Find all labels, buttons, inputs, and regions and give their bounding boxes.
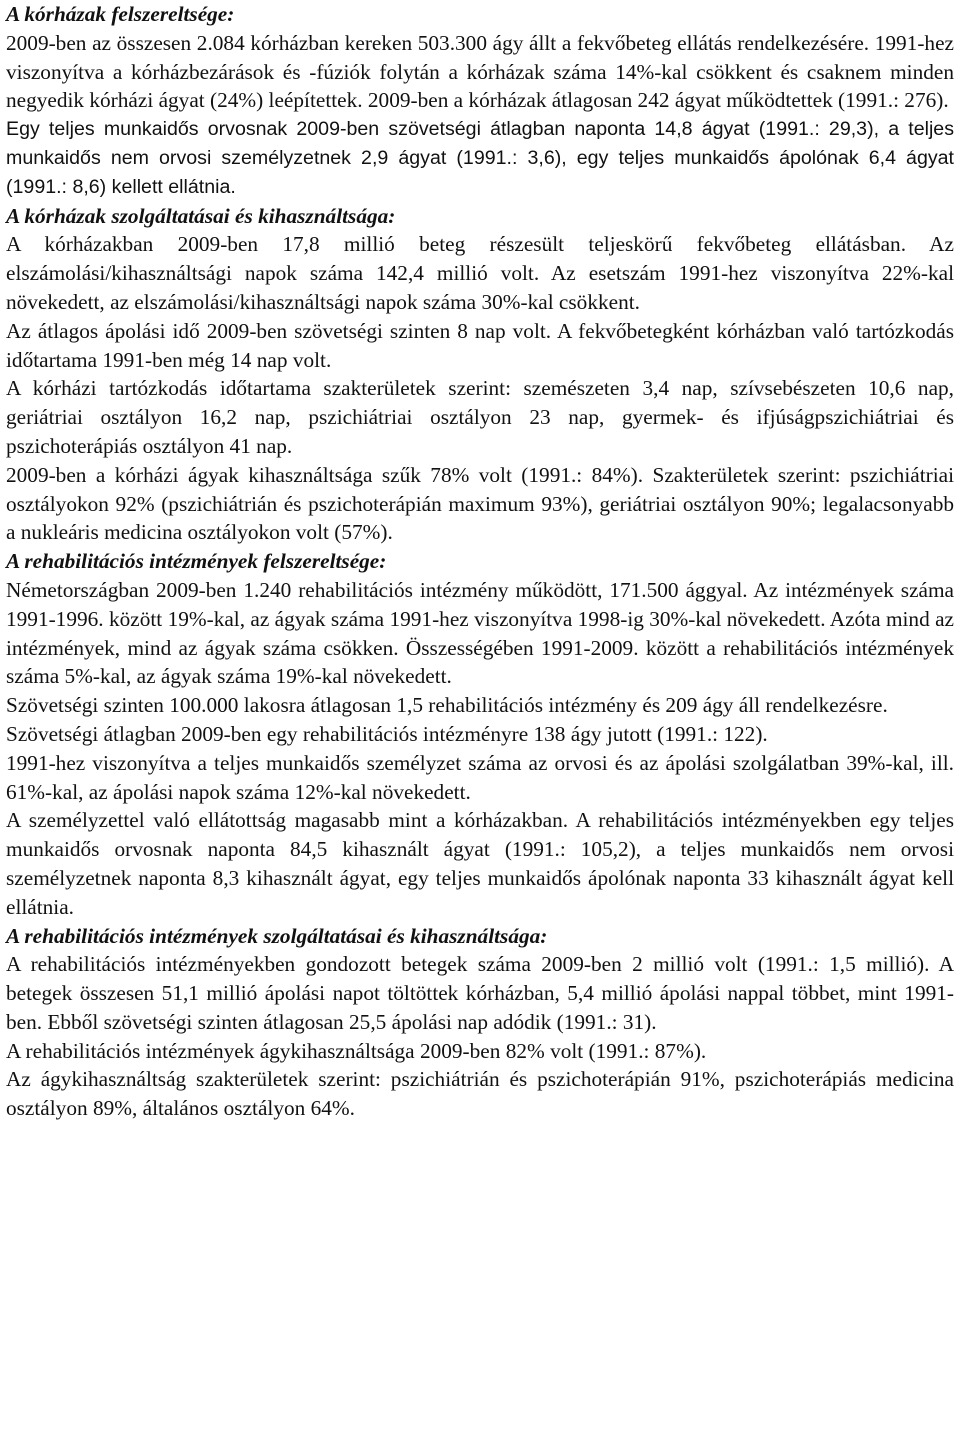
paragraph: Egy teljes munkaidős orvosnak 2009-ben szövetségi átlagban naponta 14,8 ágyat (1991.: 29,3), a teljes munkaidős nem orvosi személyzetnek 2,9 ágyat (1991.: 3,6), egy teljes munkaidős ápolónak 6,4 ágyat (1991.: 8,6) kellett ellátnia. bbox=[6, 118, 954, 198]
paragraph: Az ágykihasználtság szakterületek szerint: pszichiátrián és pszichoterápián 91%, pszichoterápiás medicina osztályon 89%, általános osztályon 64%. bbox=[6, 1067, 954, 1121]
section-heading-rehab-equipment: A rehabilitációs intézmények felszereltsége: bbox=[6, 549, 387, 574]
paragraph: Szövetségi átlagban 2009-ben egy rehabilitációs intézményre 138 ágy jutott (1991.: 122). bbox=[6, 721, 768, 746]
paragraph: Az átlagos ápolási idő 2009-ben szövetségi szinten 8 nap volt. A fekvőbetegként kórházban való tartózkodás időtartama 1991-ben még 14 nap volt. bbox=[6, 318, 954, 372]
paragraph: A kórházi tartózkodás időtartama szakterületek szerint: szemészeten 3,4 nap, szívsebészeten 10,6 nap, geriátriai osztályon 16,2 nap, pszichiátriai osztályon 23 nap, gyermek- és ifjúságpszichiátriai és pszichoterápiás osztályon 41 nap. bbox=[6, 376, 954, 458]
paragraph: 1991-hez viszonyítva a teljes munkaidős személyzet száma az orvosi és az ápolási szolgálatban 39%-kal, ill. 61%-kal, az ápolási napok száma 12%-kal növekedett. bbox=[6, 750, 954, 804]
paragraph: A kórházakban 2009-ben 17,8 millió beteg részesült teljeskörű fekvőbeteg ellátásban. Az elszámolási/kihasználtsági napok száma 142,4 millió volt. Az esetszám 1991-hez viszonyítva 22%-kal növekedett, az elszámolási/kihasználtsági napok száma 30%-kal csökkent. bbox=[6, 232, 954, 314]
paragraph: 2009-ben az összesen 2.084 kórházban kereken 503.300 ágy állt a fekvőbeteg ellátás rendelkezésére. 1991-hez viszonyítva a kórházbezárások és -fúziók folytán a kórházak száma 14%-kal csökkent és csaknem minden negyedik kórházi ágyat (24%) leépítettek. 2009-ben a kórházak átlagosan 242 ágyat működtettek (1991.: 276). bbox=[6, 30, 954, 113]
paragraph: Németországban 2009-ben 1.240 rehabilitációs intézmény működött, 171.500 ággyal. Az intézmények száma 1991-1996. között 19%-kal, az ágyak száma 1991-hez viszonyítva 1998-ig 30%-kal növekedett. Azóta mind az intézmények, mind az ágyak száma csökken. Összességében 1991-2009. között a rehabilitációs intézmények száma 5%-kal, az ágyak száma 19%-kal növekedett. bbox=[6, 577, 954, 689]
paragraph: A rehabilitációs intézmények ágykihasználtsága 2009-ben 82% volt (1991.: 87%). bbox=[6, 1038, 707, 1063]
paragraph: A személyzettel való ellátottság magasabb mint a kórházakban. A rehabilitációs intézményekben egy teljes munkaidős orvosnak naponta 84,5 kihasznált ágyat (1991.: 105,2), a teljes munkaidős nem orvosi személyzetnek naponta 8,3 kihasznált ágyat, egy teljes munkaidős ápolónak naponta 33 kihasznált ágyat kell ellátnia. bbox=[6, 808, 954, 919]
section-heading-hospital-services: A kórházak szolgáltatásai és kihasználtsága: bbox=[6, 203, 396, 228]
paragraph: Szövetségi szinten 100.000 lakosra átlagosan 1,5 rehabilitációs intézmény és 209 ágy áll rendelkezésre. bbox=[6, 693, 888, 718]
paragraph: 2009-ben a kórházi ágyak kihasználtsága szűk 78% volt (1991.: 84%). Szakterületek szerint: pszichiátriai osztályokon 92% (pszichiátrián és pszichoterápián maximum 93%), geriátriai osztályon 90%; legalacsonyabb a nukleáris medicina osztályokon volt (57%). bbox=[6, 462, 954, 545]
section-heading-hospital-equipment: A kórházak felszereltsége: bbox=[6, 2, 235, 26]
paragraph: A rehabilitációs intézményekben gondozott betegek száma 2009-ben 2 millió volt (1991.: 1,5 millió). A betegek összesen 51,1 millió ápolási napot töltöttek kórházban, 5,4 millió ápolási nappal többet, mint 1991-ben. Ebből szövetségi szinten átlagosan 25,5 ápolási nap adódik (1991.: 31). bbox=[6, 952, 954, 1034]
section-heading-rehab-services: A rehabilitációs intézmények szolgáltatásai és kihasználtsága: bbox=[6, 923, 548, 948]
